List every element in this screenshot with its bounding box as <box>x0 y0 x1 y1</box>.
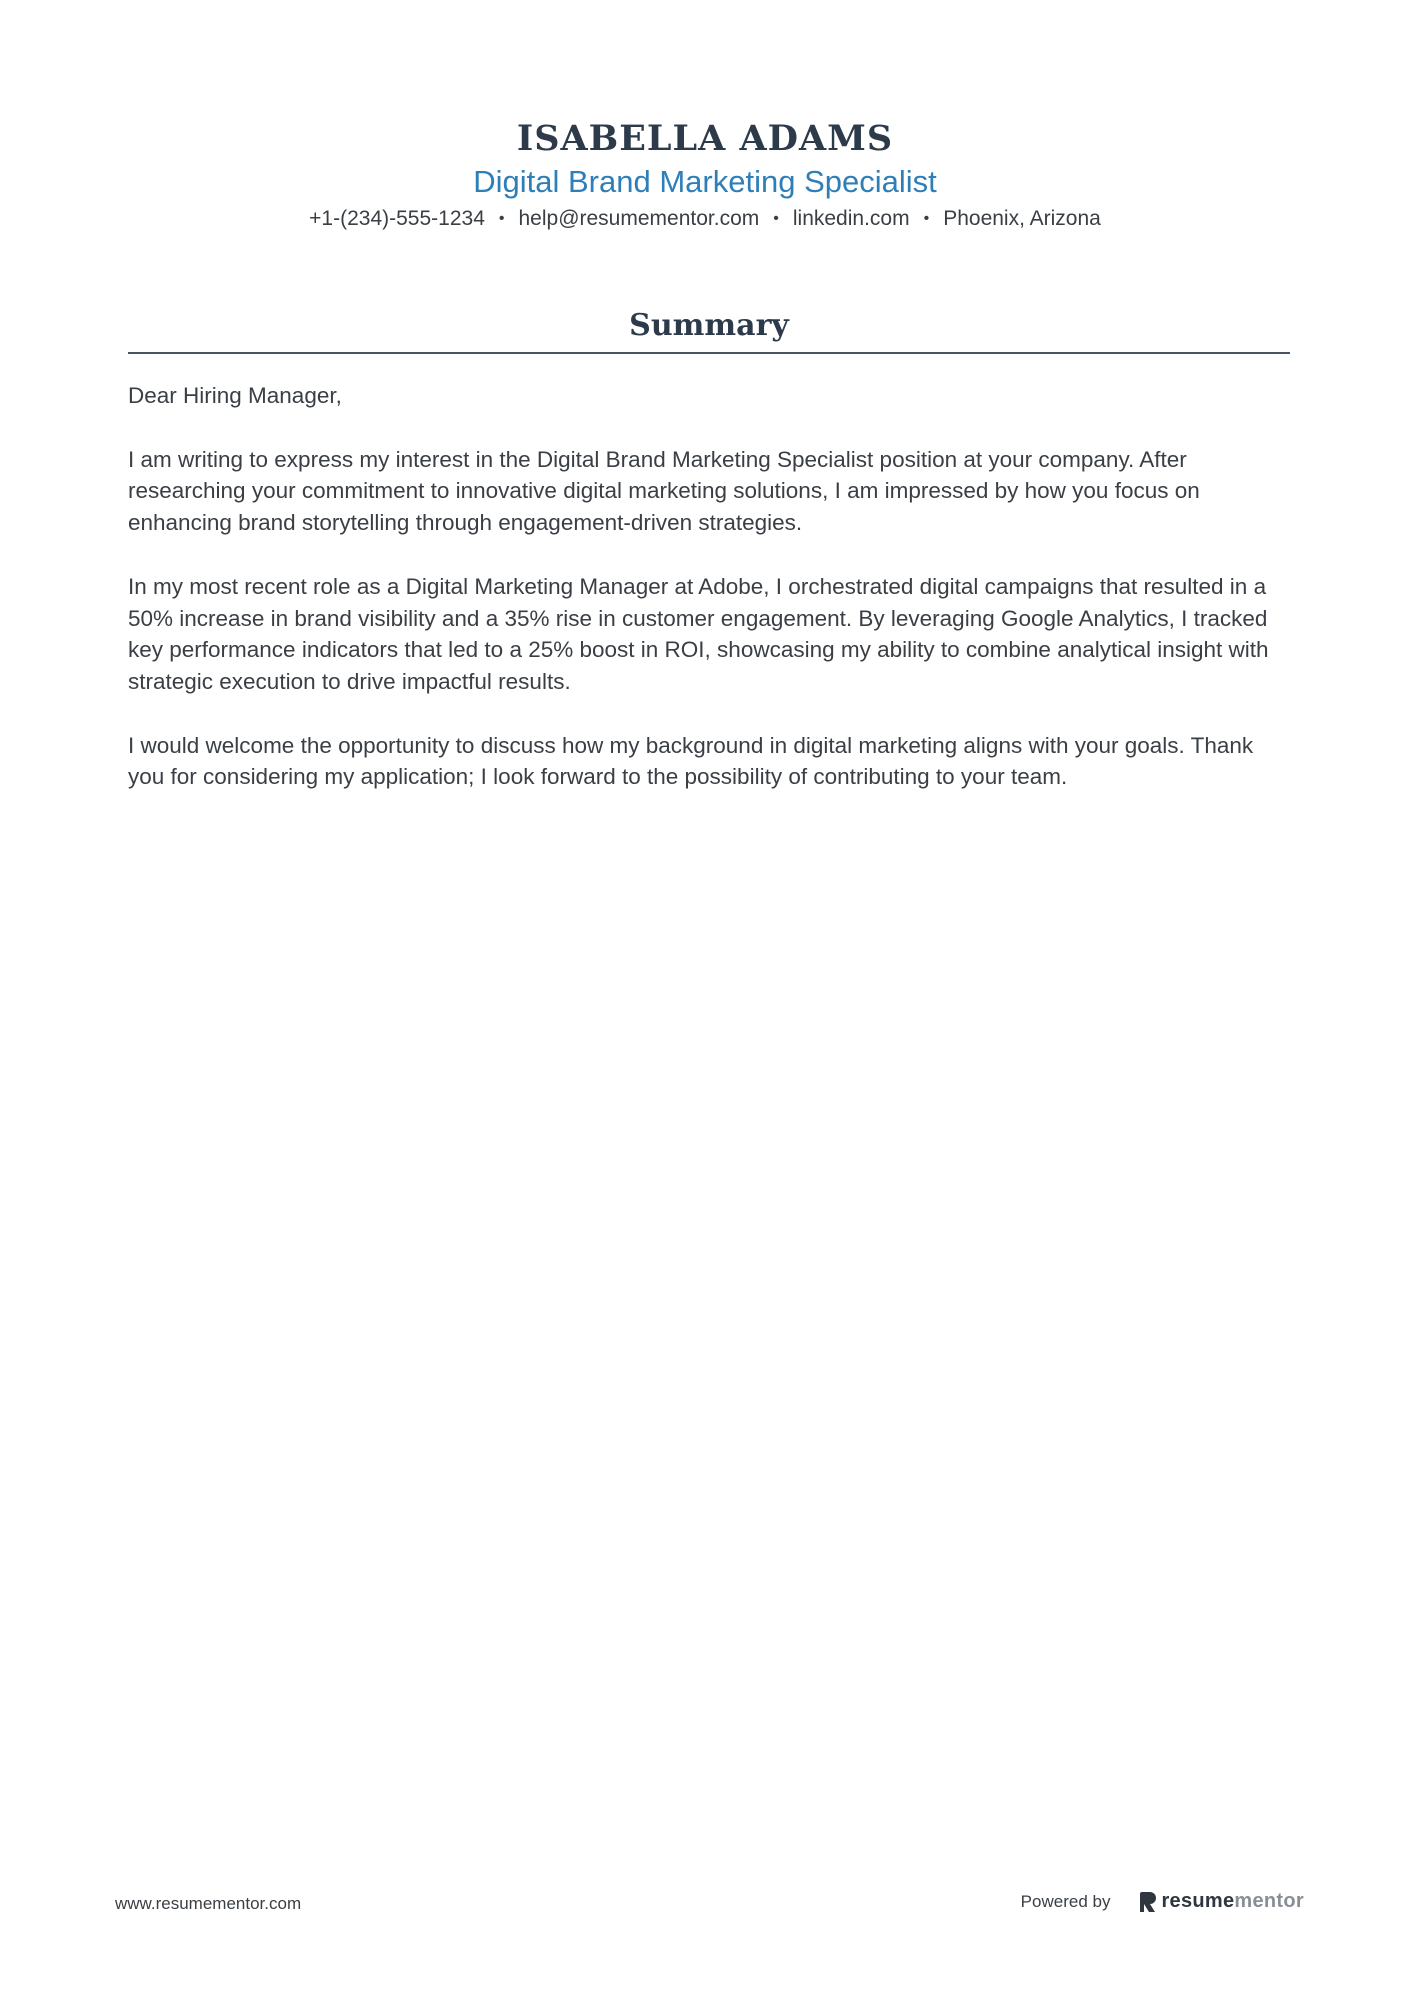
brand-text-resume: resume <box>1161 1890 1235 1912</box>
contact-email[interactable]: help@resumementor.com <box>518 207 760 230</box>
resumementor-logo-icon <box>1140 1892 1156 1912</box>
letter-body <box>128 380 1293 825</box>
letter-paragraph: I would welcome the opportunity to discuss how my background in digital marketing aligns with your goals. Thank you for considering my application; I look forward to the possibility of contributing to your team. <box>128 732 1254 790</box>
contact-phone: +1-(234)-555-1234 <box>309 207 485 230</box>
section-divider <box>128 352 1290 354</box>
contact-line <box>0 203 1410 237</box>
letter-paragraph: I am writing to express my interest in the Digital Brand Marketing Specialist position at your company. After researching your commitment to innovative digital marketing solutions, I am impressed by how you focus on enhancing brand storytelling through engagement-driven strategies. <box>128 446 1200 536</box>
letter-greeting: Dear Hiring Manager, <box>128 383 342 408</box>
candidate-name: ISABELLA ADAMS <box>516 118 894 159</box>
bullet-separator: • <box>498 210 505 227</box>
section-title-summary: Summary <box>629 308 789 343</box>
job-title: Digital Brand Marketing Specialist <box>473 164 937 199</box>
letter-paragraph: In my most recent role as a Digital Marketing Manager at Adobe, I orchestrated digital campaigns that resulted in a 50% increase in brand visibility and a 35% rise in customer engagement. By leveraging Google Analytics, I tracked key performance indicators that led to a 25% boost in ROI, showcasing my ability to combine analytical insight with strategic execution to drive impactful results. <box>128 573 1269 694</box>
bullet-separator: • <box>773 210 779 227</box>
powered-by-label: Powered by <box>1020 1891 1111 1911</box>
contact-linkedin[interactable]: linkedin.com <box>792 207 910 230</box>
bullet-separator: • <box>923 210 930 227</box>
contact-location: Phoenix, Arizona <box>943 207 1101 230</box>
brand-logo[interactable] <box>1140 1890 1304 1913</box>
header <box>0 115 1410 237</box>
footer-website[interactable]: www.resumementor.com <box>115 1894 302 1913</box>
footer-branding <box>1021 1890 1304 1913</box>
brand-text-mentor: mentor <box>1234 1890 1304 1912</box>
